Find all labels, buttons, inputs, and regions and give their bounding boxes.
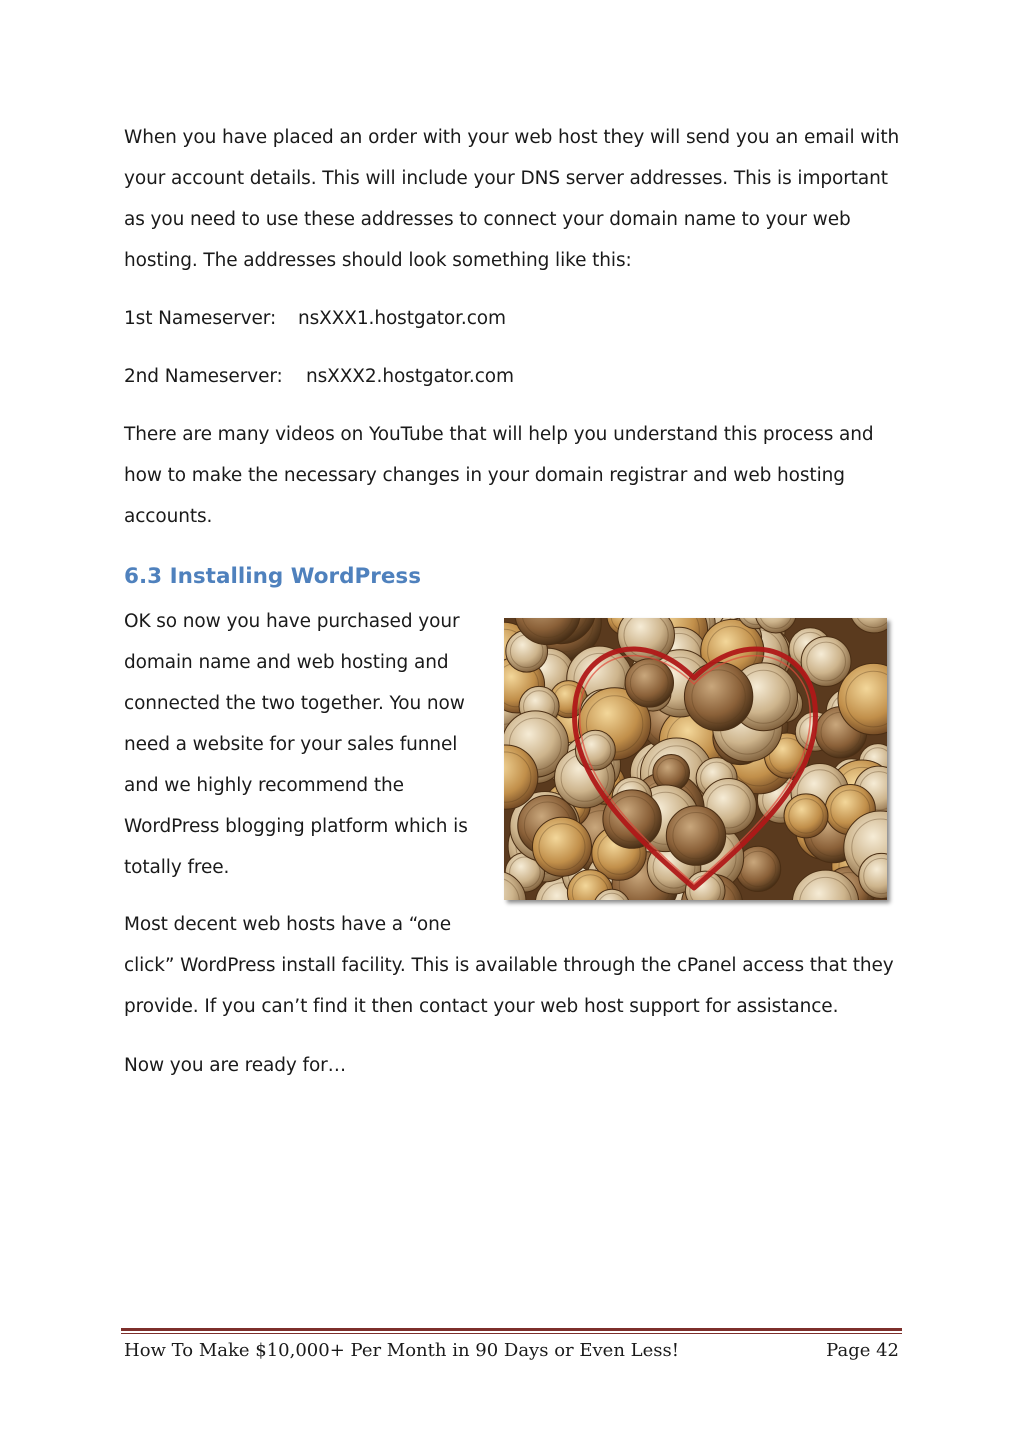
footer-rule <box>121 1328 902 1331</box>
nameserver-label: 2nd Nameserver: <box>124 366 283 387</box>
nameserver-line-2 <box>124 356 904 397</box>
footer-page-number: Page 42 <box>826 1340 899 1361</box>
nameserver-line-1 <box>124 298 904 339</box>
nameserver-label: 1st Nameserver: <box>124 308 277 329</box>
paragraph-one-click-start: Most decent web hosts have a “one <box>124 914 452 935</box>
nameserver-value: nsXXX1.hostgator.com <box>298 308 506 329</box>
coin <box>625 659 673 707</box>
paragraph-wordpress-intro: OK so now you have purchased your domain name and web hosting and connected the two together. You now need a website for your sales funnel and we highly recommend the WordPress blogging platform which is totally free. <box>124 611 468 878</box>
nameserver-value: nsXXX2.hostgator.com <box>306 366 514 387</box>
paragraph-one-click-rest: click” WordPress install facility. This is available through the cPanel access that they provide. If you can’t find it then contact your web host support for assistance. <box>124 955 894 1017</box>
coin <box>666 806 725 865</box>
paragraph-ready: Now you are ready for… <box>124 1055 347 1076</box>
coin <box>533 817 592 876</box>
coin <box>603 790 661 848</box>
coins-heart-photo <box>504 618 887 900</box>
coin <box>784 794 828 838</box>
paragraph-dns-intro: When you have placed an order with your web host they will send you an email with your account details. This will include your DNS server addresses. This is important as you need to use these addresses to connect your domain name to your web hosting. The addresses should look something like this: <box>124 127 900 271</box>
footer-title: How To Make $10,000+ Per Month in 90 Days or Even Less! <box>124 1340 679 1361</box>
coin <box>684 662 752 730</box>
section-heading: 6.3 Installing WordPress <box>124 564 422 589</box>
paragraph-youtube: There are many videos on YouTube that will help you understand this process and how to make the necessary changes in your domain registrar and web hosting accounts. <box>124 424 874 527</box>
footer-rule-thin <box>121 1333 902 1334</box>
